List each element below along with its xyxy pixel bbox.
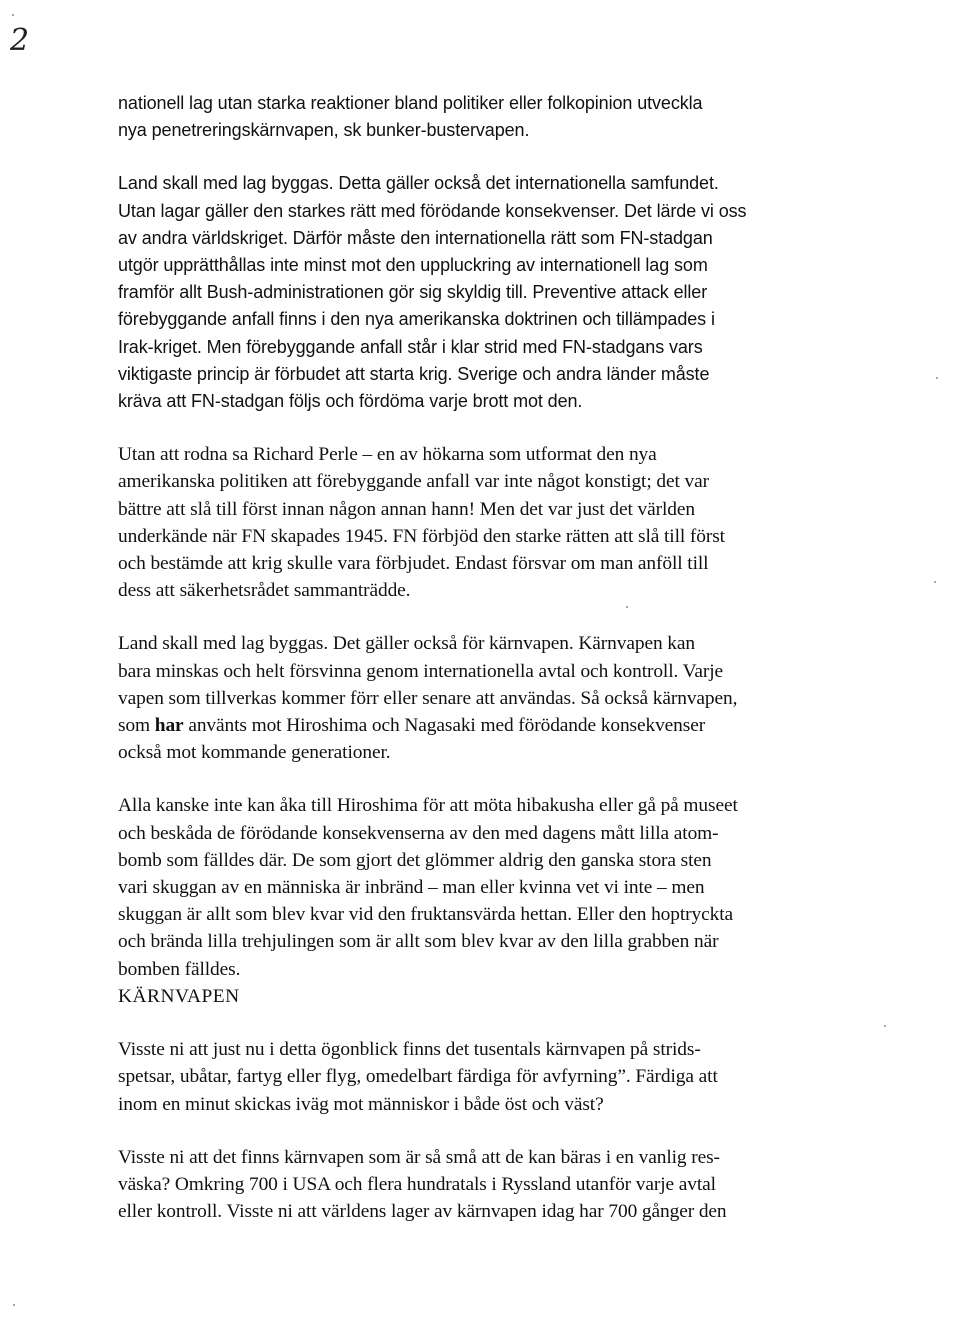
text-line: Land skall med lag byggas. Detta gäller också det internationella samfundet. [118, 173, 719, 194]
text-line: Land skall med lag byggas. Det gäller också för kärnvapen. Kärnvapen kan [118, 633, 696, 655]
text-line: Visste ni att det finns kärnvapen som är så små att de kan bäras i en vanlig res- [118, 1146, 720, 1168]
paragraph-6 [118, 1036, 908, 1118]
text-line: nya penetreringskärnvapen, sk bunker-bustervapen. [118, 120, 530, 141]
section-heading: KÄRNVAPEN [118, 985, 240, 1007]
text-fragment: Irak-kriget. [118, 336, 202, 357]
text-line: skuggan är allt som blev kvar vid den fruktansvärda hettan. Eller den hoptryckta [118, 904, 734, 926]
text-line [118, 712, 908, 739]
text-line: Utan lagar gäller den starkes rätt med förödande konsekvenser. Det lärde vi oss [118, 200, 747, 221]
text-line: nationell lag utan starka reaktioner bland politiker eller folkopinion utveckla [118, 93, 703, 113]
paragraph-7 [118, 1144, 908, 1226]
text-line: bomben fälldes. [118, 958, 241, 980]
text-line: vari skuggan av en människa är inbränd – man eller kvinna vet vi inte – men [118, 877, 705, 899]
text-line: eller kontroll. Visste ni att världens lager av kärnvapen idag har 700 gånger den [118, 1201, 727, 1223]
text-line: amerikanska politiken att förebyggande anfall var inte något konstigt; det var [118, 471, 709, 493]
emphasized-word: har [154, 715, 184, 737]
text-line: väska? Omkring 700 i USA och flera hundratals i Ryssland utanför varje avtal [118, 1173, 716, 1195]
text-line: förebyggande anfall finns i den nya amerikanska doktrinen och tillämpades i [118, 309, 715, 330]
text-fragment: Därför måste den internationella rätt som FN-stadgan [292, 227, 713, 248]
text-fragment: använts mot Hiroshima och Nagasaki med förödande konsekvenser [183, 715, 706, 737]
paragraph-1 [118, 90, 908, 144]
text-line [118, 225, 908, 252]
scan-speck [626, 606, 628, 608]
text-line: vapen som tillverkas kommer förr eller senare att användas. Så också kärnvapen, [118, 687, 738, 709]
paragraph-4 [118, 630, 908, 766]
text-line: bomb som fälldes där. De som gjort det glömmer aldrig den ganska stora sten [118, 849, 712, 871]
text-line: bara minskas och helt försvinna genom internationella avtal och kontroll. Varje [118, 660, 724, 682]
scan-speck [884, 1025, 886, 1027]
text-line: och bestämde att krig skulle vara förbjudet. Endast försvar om man anföll till [118, 553, 709, 575]
paragraph-2 [118, 170, 908, 415]
paragraph-5 [118, 792, 908, 982]
text-line: Utan att rodna sa Richard Perle – en av hökarna som utformat den nya [118, 444, 657, 466]
text-fragment: viktigaste princip är förbudet att starta krig. [118, 363, 453, 384]
text-fragment: av andra världskriget. [118, 227, 288, 248]
page-number-mark: 2 [10, 23, 30, 58]
text-line: Alla kanske inte kan åka till Hiroshima för att möta hibakusha eller gå på museet [118, 795, 738, 817]
text-fragment: Preventive attack eller [532, 282, 708, 303]
text-line: utgör upprätthållas inte minst mot den uppluckring av internationell lag som [118, 255, 708, 276]
text-line: och beskåda de förödande konsekvenserna av den med dagens mått lilla atom- [118, 822, 719, 844]
text-line: också mot kommande generationer. [118, 742, 391, 764]
text-fragment: Sverige och andra länder måste [457, 363, 710, 384]
text-line: inom en minut skickas iväg mot människor i både öst och väst? [118, 1093, 604, 1115]
text-line: bättre att slå till först innan någon annan hann! Men det var just det världen [118, 498, 695, 520]
scan-speck [934, 581, 936, 583]
text-line: dess att säkerhetsrådet sammanträdde. [118, 580, 411, 602]
text-fragment: framför allt Bush-administrationen gör sig skyldig till. [118, 282, 528, 303]
text-line: kräva att FN-stadgan följs och fördöma varje brott mot den. [118, 391, 583, 412]
text-fragment: som [118, 715, 155, 737]
scan-speck [936, 377, 938, 379]
text-line: Visste ni att just nu i detta ögonblick finns det tusentals kärnvapen på strids- [118, 1039, 701, 1061]
text-line: och brända lilla trehjulingen som är allt som blev kvar av den lilla grabben när [118, 931, 719, 953]
text-line [118, 361, 908, 388]
document-body [118, 90, 908, 1225]
text-line: underkände när FN skapades 1945. FN förbjöd den starke rätten att slå till först [118, 525, 725, 547]
scan-speck [13, 1304, 15, 1306]
text-line [118, 279, 908, 306]
scan-speck [12, 14, 14, 16]
paragraph-3 [118, 441, 908, 604]
text-line [118, 334, 908, 361]
text-fragment: Men förebyggande anfall står i klar strid med FN-stadgans vars [206, 336, 703, 357]
text-line: spetsar, ubåtar, fartyg eller flyg, omedelbart färdiga för avfyrning”. Färdiga att [118, 1066, 718, 1088]
